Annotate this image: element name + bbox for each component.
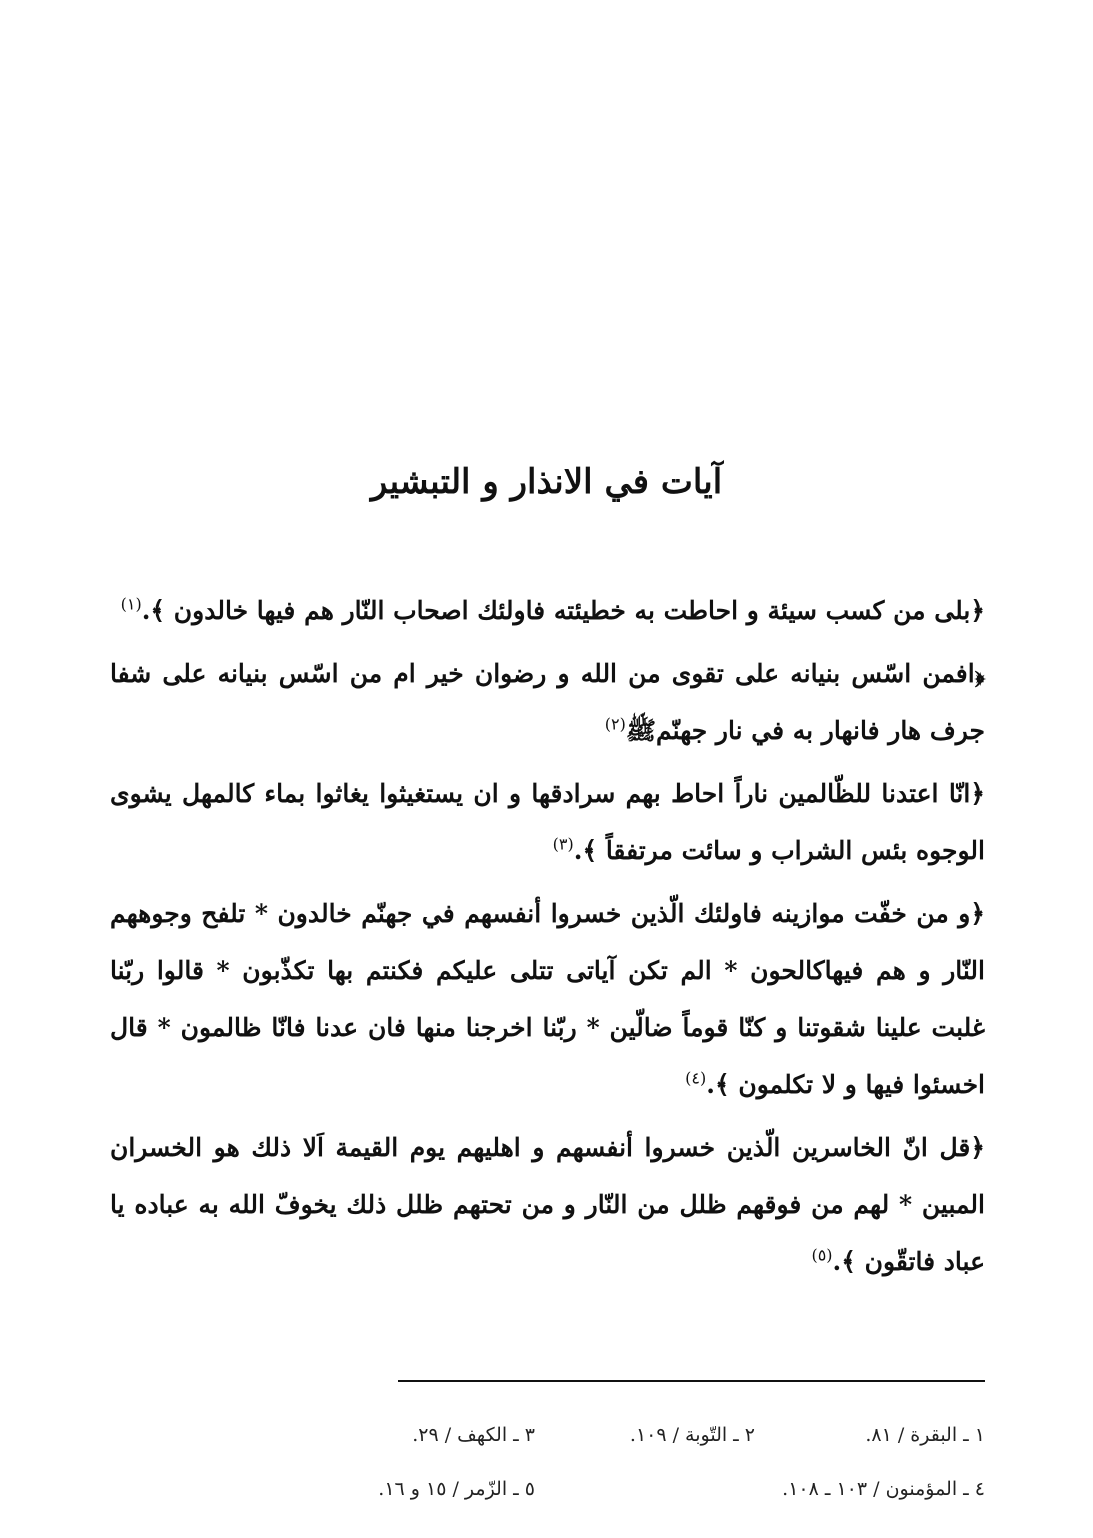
verses-body — [110, 582, 985, 1296]
verse-2 — [110, 645, 985, 759]
footnote-2: ٢ ـ التّوبة / ١٠٩. — [629, 1424, 755, 1446]
footnote-reference: (٥) — [811, 1245, 833, 1265]
footnote-4: ٤ ـ المؤمنون / ١٠٣ ـ ١٠٨. — [782, 1478, 985, 1500]
verse-open-bracket: ﴿ — [970, 779, 985, 808]
footnote-1: ١ ـ البقرة / ٨١. — [865, 1424, 985, 1446]
footnote-divider — [398, 1380, 985, 1382]
verse-5 — [110, 1119, 985, 1290]
verse-text: بلى من كسب سيئة و احاطت به خطيئته فاولئك اصحاب النّار هم فيها خالدون — [173, 596, 971, 625]
verse-text: انّا اعتدنا للظّالمين ناراً احاط بهم سرادقها و ان يستغيثوا يغاثوا بماء كالمهل يشوى الوجوه بئس الشراب و سائت مرتفقاً — [110, 779, 985, 865]
verse-text: افمن اسّس بنيانه على تقوى من الله و رضوان خير ام من اسّس بنيانه على شفا جرف هار فانهار به في نار جهنّم — [110, 659, 985, 745]
verse-close-bracket: ﴾. — [832, 1247, 856, 1276]
verse-open-bracket: ﴿ — [970, 1133, 985, 1162]
footnote-reference: (١) — [120, 594, 142, 614]
footnote-row — [330, 1408, 985, 1462]
verse-close-bracket: ﴾. — [573, 836, 598, 865]
page-title: آيات في الانذار و التبشير — [370, 462, 723, 502]
footnote-row — [330, 1462, 985, 1516]
verse-1 — [110, 582, 985, 639]
verse-open-bracket: ﴿ — [974, 659, 985, 688]
verse-open-bracket: ﴿ — [970, 899, 985, 928]
verse-text: قل انّ الخاسرين الّذين خسروا أنفسهم و اهليهم يوم القيمة اَلا ذلك هو الخسران المبين * لهم من فوقهم ظلل من النّار و من تحتهم ظلل ذلك يخوفّ الله به عباده يا عباد فاتقّون — [110, 1133, 985, 1276]
verse-text: و من خفّت موازينه فاولئك الّذين خسروا أنفسهم في جهنّم خالدون * تلفح وجوههم النّار و هم فيهاكالحون * الم تكن آياتى تتلى عليكم فكنتم بها تكذّبون * قالوا ربّنا غلبت علينا شقوتنا و كنّا قوماً ضالّين * ربّنا اخرجنا منها فان عدنا فانّا ظالمون * قال اخسئوا فيها و لا تكلمون — [110, 899, 985, 1099]
verse-4 — [110, 885, 985, 1113]
footnote-reference: (٤) — [685, 1068, 707, 1088]
honorific-ligature: ﷺ — [625, 716, 657, 745]
footnote-5: ٥ ـ الزّمر / ١٥ و ١٦. — [378, 1478, 535, 1500]
verse-close-bracket: ﴾. — [141, 596, 166, 625]
verse-3 — [110, 765, 985, 879]
footnotes — [330, 1408, 985, 1516]
footnote-reference: (٣) — [552, 834, 574, 854]
footnote-3: ٣ ـ الكهف / ٢٩. — [412, 1424, 535, 1446]
footnote-reference: (٢) — [604, 714, 626, 734]
verse-close-bracket: ﴾. — [706, 1070, 730, 1099]
verse-open-bracket: ﴿ — [970, 596, 985, 625]
